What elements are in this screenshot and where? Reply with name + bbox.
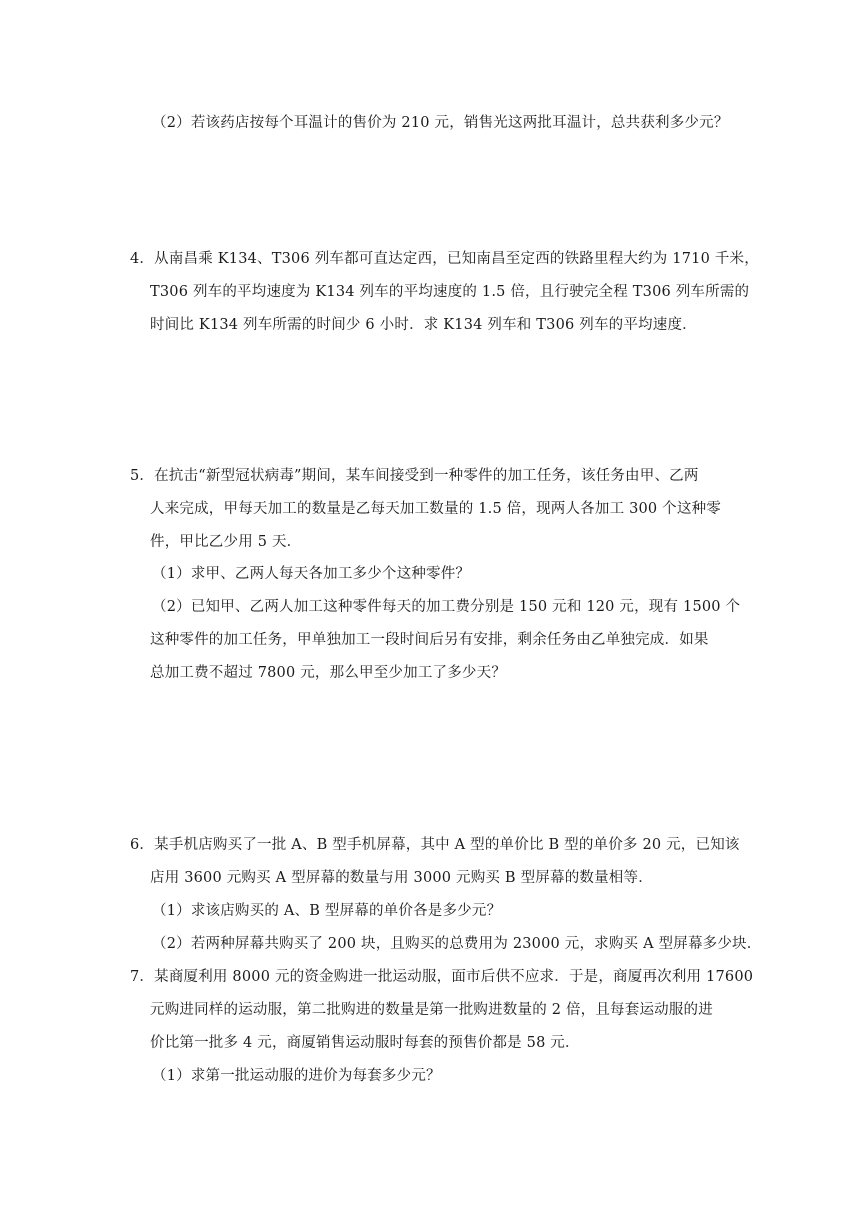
q5-part2-line-1: （2）已知甲、乙两人加工这种零件每天的加工费分别是 150 元和 120 元，现有 1500 个 bbox=[152, 599, 741, 615]
q7-line-1: 7．某商厦利用 8000 元的资金购进一批运动服，面市后供不应求．于是，商厦再次利用 17600 bbox=[130, 969, 754, 985]
q4-line-3: 时间比 K134 列车所需的时间少 6 小时．求 K134 列车和 T306 列车的平均速度． bbox=[150, 317, 697, 333]
q7-line-3: 价比第一批多 4 元，商厦销售运动服时每套的预售价都是 58 元． bbox=[150, 1035, 580, 1051]
q5-line-2: 人来完成，甲每天加工的数量是乙每天加工数量的 1.5 倍，现两人各加工 300 个这种零 bbox=[150, 501, 721, 517]
q5-part2-line-2: 这种零件的加工任务，甲单独加工一段时间后另有安排，剩余任务由乙单独完成．如果 bbox=[150, 632, 709, 648]
q4-line-1: 4．从南昌乘 K134、T306 列车都可直达定西，已知南昌至定西的铁路里程大约为 1710 千米， bbox=[130, 251, 759, 267]
q5-line-1: 5．在抗击“新型冠状病毒”期间，某车间接受到一种零件的加工任务，该任务由甲、乙两 bbox=[130, 468, 699, 484]
q6-line-1: 6．某手机店购买了一批 A、B 型手机屏幕，其中 A 型的单价比 B 型的单价多 20 元，已知该 bbox=[130, 837, 740, 853]
q6-part2-line: （2）若两种屏幕共购买了 200 块，且购买的总费用为 23000 元，求购买 A 型屏幕多少块． bbox=[152, 936, 762, 952]
q7-line-2: 元购进同样的运动服，第二批购进的数量是第一批购进数量的 2 倍，且每套运动服的进 bbox=[150, 1002, 713, 1018]
q4-line-2: T306 列车的平均速度为 K134 列车的平均速度的 1.5 倍，且行驶完全程 T306 列车所需的 bbox=[150, 284, 750, 300]
q7-part1-line: （1）求第一批运动服的进价为每套多少元？ bbox=[152, 1068, 441, 1084]
q6-line-2: 店用 3600 元购买 A 型屏幕的数量与用 3000 元购买 B 型屏幕的数量相等． bbox=[150, 870, 653, 886]
q5-part2-line-3: 总加工费不超过 7800 元，那么甲至少加工了多少天？ bbox=[150, 665, 507, 681]
q5-part1-line: （1）求甲、乙两人每天各加工多少个这种零件？ bbox=[152, 566, 471, 582]
q5-line-3: 件，甲比乙少用 5 天． bbox=[150, 534, 302, 550]
q6-part1-line: （1）求该店购买的 A、B 型屏幕的单价各是多少元？ bbox=[152, 903, 502, 919]
q3-part2-line: （2）若该药店按每个耳温计的售价为 210 元，销售光这两批耳温计，总共获利多少元？ bbox=[152, 115, 729, 131]
